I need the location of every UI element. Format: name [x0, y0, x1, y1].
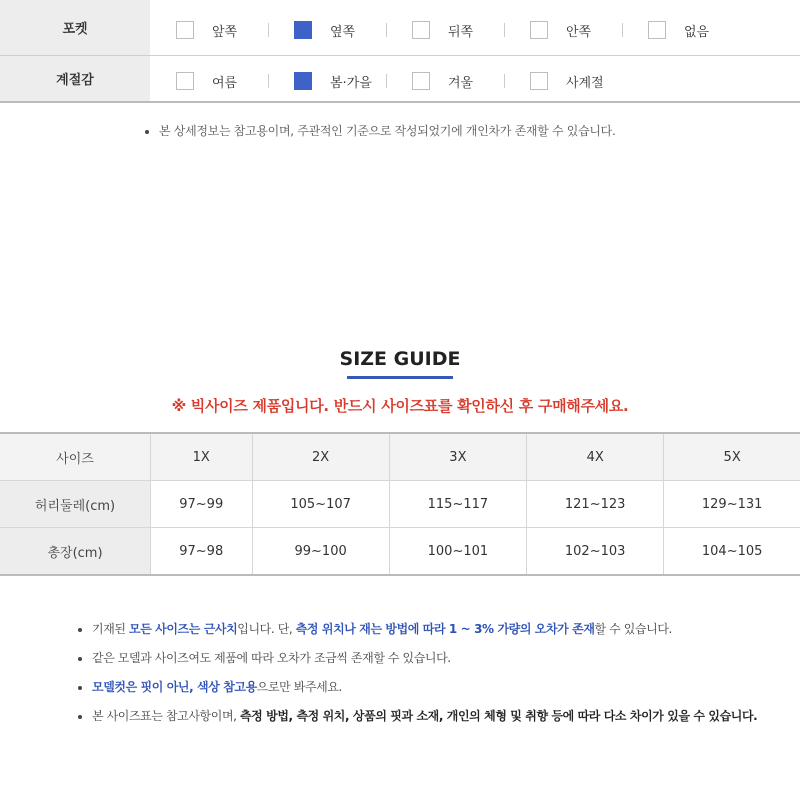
checkbox[interactable]: [294, 72, 312, 90]
size-guide-warning: ※ 빅사이즈 제품입니다. 반드시 사이즈표를 확인하신 후 구매해주세요.: [171, 397, 629, 415]
emphasis-text: 모델컷은 핏이 아닌, 색상 참고용: [92, 680, 257, 694]
checkbox[interactable]: [294, 21, 312, 39]
option-back[interactable]: [412, 21, 530, 40]
bullet-icon: [78, 628, 82, 632]
table-cell: 129~131: [664, 481, 800, 528]
option-side[interactable]: [294, 21, 412, 40]
note-item: [78, 677, 800, 706]
option-label: 옆쪽: [330, 24, 356, 40]
attribute-table: [0, 0, 800, 103]
size-row-waist: [0, 481, 800, 528]
option-label: 사계절: [566, 75, 604, 91]
bullet-icon: [78, 715, 82, 719]
note-text: 으로만 봐주세요.: [256, 680, 342, 694]
size-guide-title: SIZE GUIDE: [339, 348, 461, 370]
option-spring-fall[interactable]: [294, 72, 412, 91]
note-item: [78, 706, 800, 735]
header-cell: 사이즈: [0, 433, 151, 481]
attribute-label: 계절감: [0, 56, 150, 103]
checkbox[interactable]: [412, 72, 430, 90]
note-text: 같은 모델과 사이즈여도 제품에 따라 오차가 조금씩 존재할 수 있습니다.: [92, 651, 451, 665]
attribute-label: 포켓: [0, 0, 150, 56]
option-winter[interactable]: [412, 72, 530, 91]
info-note-text: 본 상세정보는 참고용이며, 주관적인 기준으로 작성되었기에 개인차가 존재할 수 있습니다.: [159, 124, 616, 138]
emphasis-text: 측정 위치나 재는 방법에 따라 1 ~ 3% 가량의 오차가 존재: [295, 622, 595, 636]
option-label: 뒤쪽: [448, 24, 474, 40]
option-all-season[interactable]: [530, 72, 648, 91]
attribute-row-season: [0, 56, 800, 103]
emphasis-text: 측정 방법, 측정 위치, 상품의 핏과 소재, 개인의 체형 및 취향 등에 따라 다소 차이가 있을 수 있습니다.: [239, 709, 758, 723]
bullet-icon: [78, 686, 82, 690]
option-label: 없음: [684, 24, 710, 40]
header-cell: 5X: [664, 433, 800, 481]
header-cell: 4X: [527, 433, 664, 481]
option-group: [150, 56, 800, 103]
checkbox[interactable]: [176, 21, 194, 39]
option-label: 봄·가을: [330, 75, 372, 91]
info-note: [145, 122, 615, 139]
note-item: [78, 648, 800, 677]
table-cell: 115~117: [389, 481, 526, 528]
title-underline: [347, 376, 453, 379]
size-table: [0, 432, 800, 576]
checkbox[interactable]: [412, 21, 430, 39]
table-cell: 104~105: [664, 528, 800, 576]
table-cell: 97~98: [151, 528, 253, 576]
option-summer[interactable]: [176, 72, 294, 91]
option-label: 겨울: [448, 75, 474, 91]
bullet-icon: [145, 130, 149, 134]
header-cell: 3X: [389, 433, 526, 481]
table-cell: 100~101: [389, 528, 526, 576]
checkbox[interactable]: [648, 21, 666, 39]
row-label: 허리둘레(cm): [0, 481, 151, 528]
note-text: 본 사이즈표는 참고사항이며,: [92, 709, 240, 723]
option-label: 앞쪽: [212, 24, 238, 40]
table-cell: 105~107: [252, 481, 389, 528]
note-text: 할 수 있습니다.: [594, 622, 672, 636]
note-item: [78, 619, 800, 648]
option-front[interactable]: [176, 21, 294, 40]
option-group: [150, 0, 800, 56]
size-notes-list: [38, 619, 800, 735]
header-cell: 2X: [252, 433, 389, 481]
option-label: 안쪽: [566, 24, 592, 40]
emphasis-text: 모든 사이즈는 근사치: [129, 622, 238, 636]
table-cell: 102~103: [527, 528, 664, 576]
size-header-row: [0, 433, 800, 481]
note-text: 기재된: [92, 622, 129, 636]
table-cell: 99~100: [252, 528, 389, 576]
header-cell: 1X: [151, 433, 253, 481]
option-inside[interactable]: [530, 21, 648, 40]
attribute-row-pocket: [0, 0, 800, 56]
note-text: 입니다. 단,: [237, 622, 296, 636]
bullet-icon: [78, 657, 82, 661]
row-label: 총장(cm): [0, 528, 151, 576]
table-cell: 121~123: [527, 481, 664, 528]
checkbox[interactable]: [176, 72, 194, 90]
option-none[interactable]: [648, 21, 766, 40]
table-cell: 97~99: [151, 481, 253, 528]
size-row-length: [0, 528, 800, 576]
checkbox[interactable]: [530, 21, 548, 39]
option-label: 여름: [212, 75, 238, 91]
checkbox[interactable]: [530, 72, 548, 90]
